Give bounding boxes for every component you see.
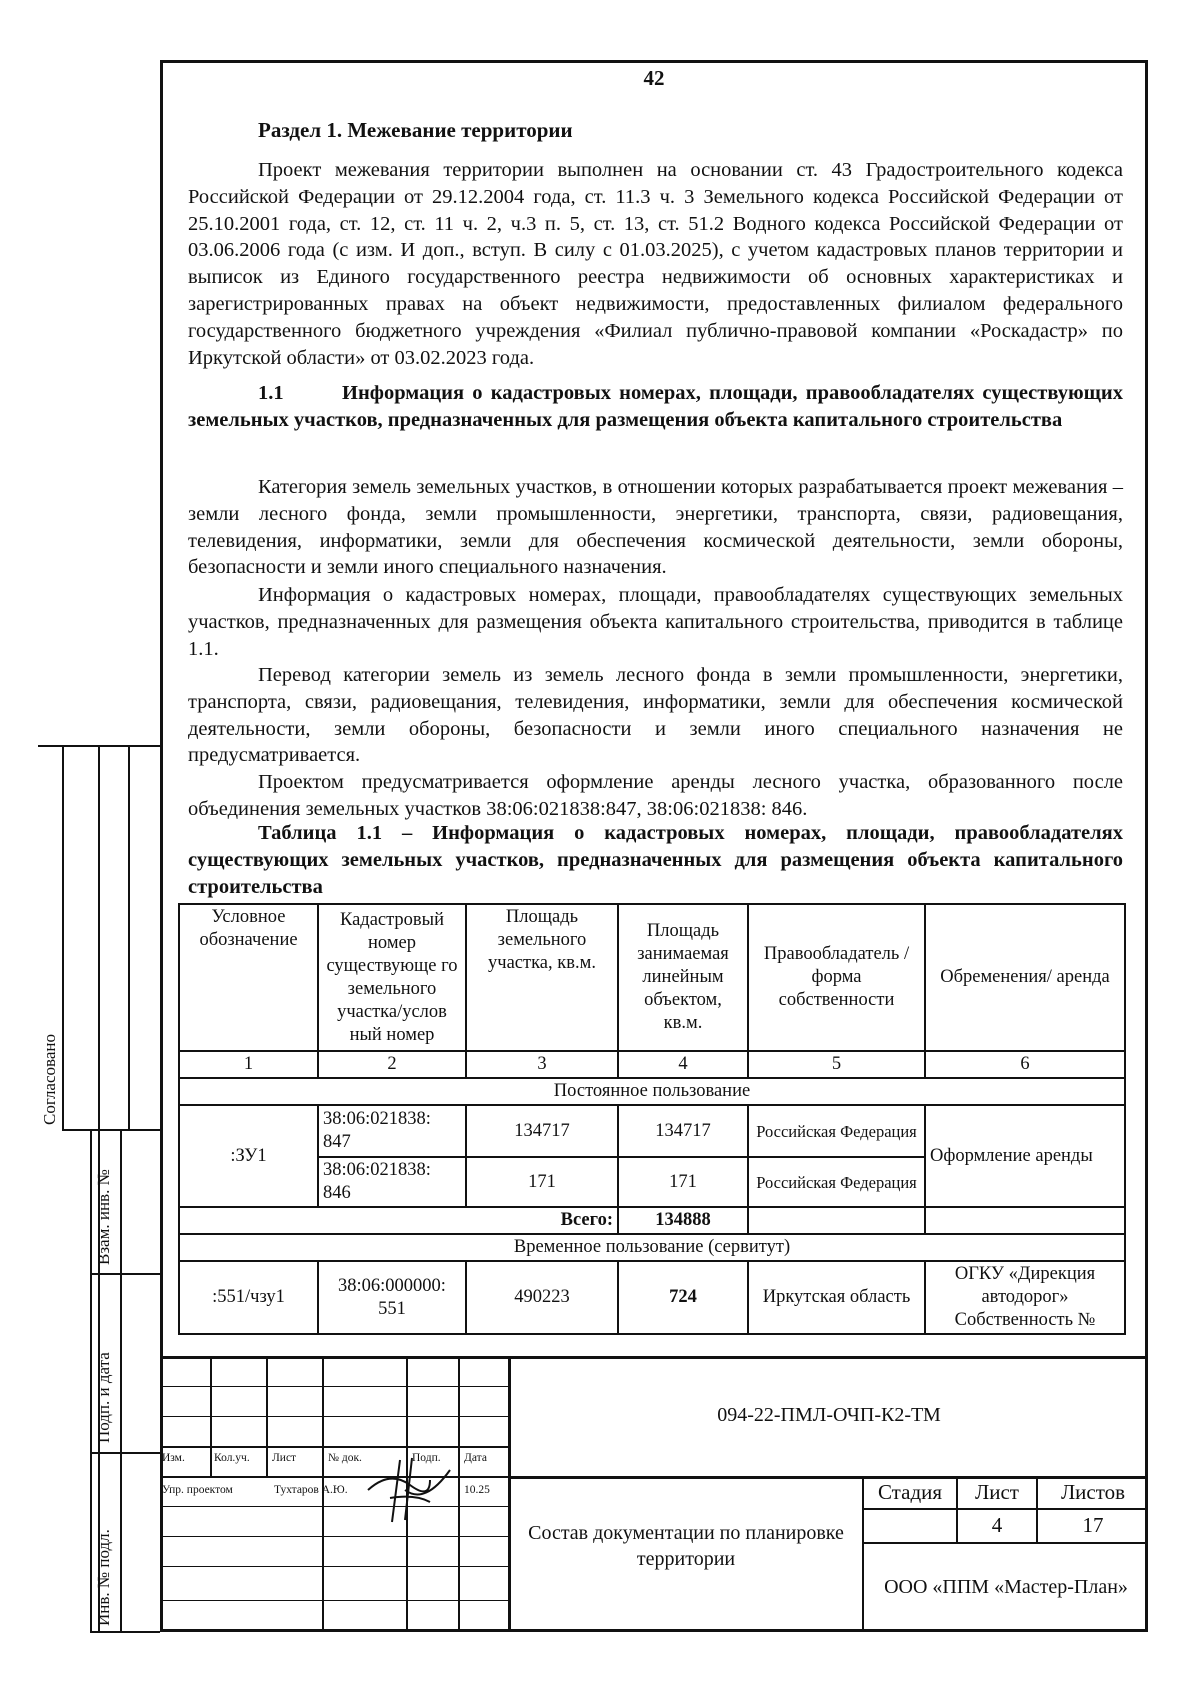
margin-label-sign-date: Подп. и дата: [94, 1352, 113, 1443]
tb-date: 10.25: [464, 1484, 490, 1496]
group-row: [179, 1078, 1125, 1105]
group-title-permanent: Постоянное пользование: [179, 1078, 1125, 1105]
column-number: 1: [179, 1051, 318, 1078]
tb-sheet-label: Лист: [975, 1480, 1019, 1504]
cadastral-cell: 38:06:021838: 847: [318, 1105, 466, 1157]
signature-icon: [360, 1450, 460, 1530]
column-number: 2: [318, 1051, 466, 1078]
total-label: Всего:: [179, 1207, 618, 1234]
tb-stage-label: Стадия: [877, 1480, 943, 1504]
paragraph-category: Категория земель земельных участков, в отношении которых разрабатывается проект межевания – земли лесного фонда, земли промышленности, энергетики, транспорта, связи, радиовещания, телевидения, информатики, земли для обеспечения космической деятельности, земли обороны, безопасности и земли иного специального назначения.: [188, 476, 1123, 579]
header-designation: Условное обозначение: [179, 904, 318, 1051]
occupied-cell: 724: [618, 1261, 748, 1334]
margin-label-agreed: Согласовано: [40, 1034, 59, 1125]
subsection-title: Информация о кадастровых номерах, площади, правообладателях существующих земельных участков, предназначенных для размещения объекта капитального строительства: [188, 382, 1123, 431]
total-row: [179, 1207, 1125, 1234]
occupied-cell: 171: [618, 1157, 748, 1207]
subsection-number: 1.1: [258, 382, 284, 404]
group-row: [179, 1234, 1125, 1261]
total-value: 134888: [618, 1207, 748, 1234]
subsection-heading: [188, 380, 1123, 434]
paragraph-lease: Проектом предусматривается оформление аренды лесного участка, образованного после объединения земельных участков 38:06:021838:847, 38:06:021838: 846.: [188, 771, 1123, 820]
area-cell: 134717: [466, 1105, 618, 1157]
tb-person: Тухтаров А.Ю.: [274, 1484, 348, 1496]
header-owner: Правообладатель / форма собственности: [748, 904, 925, 1051]
group-title-temporary: Временное пользование (сервитут): [179, 1234, 1125, 1261]
column-number: 6: [925, 1051, 1125, 1078]
tb-sheets-label: Листов: [1060, 1480, 1126, 1504]
owner-cell: Российская Федерация: [748, 1105, 925, 1157]
encumbrance-cell: ОГКУ «Дирекция автодорог» Собственность №: [925, 1261, 1125, 1334]
tb-col-count: Кол.уч.: [214, 1452, 250, 1464]
tb-role: Упр. проектом: [162, 1484, 233, 1496]
tb-col-doc: № док.: [328, 1452, 362, 1464]
tb-organization: ООО «ППМ «Мастер-План»: [884, 1576, 1128, 1598]
column-number: 4: [618, 1051, 748, 1078]
table-row: [179, 1105, 1125, 1157]
empty-cell: [748, 1207, 925, 1234]
owner-cell: Российская Федерация: [748, 1157, 925, 1207]
area-cell: 490223: [466, 1261, 618, 1334]
column-number: 3: [466, 1051, 618, 1078]
margin-label-inv-orig: Инв. № подл.: [94, 1529, 113, 1626]
designation-cell: :551/чзу1: [179, 1261, 318, 1334]
page-number: 42: [643, 66, 665, 90]
owner-cell: Иркутская область: [748, 1261, 925, 1334]
encumbrance-cell: Оформление аренды: [925, 1105, 1125, 1207]
area-cell: 171: [466, 1157, 618, 1207]
table-caption: Таблица 1.1 – Информация о кадастровых номерах, площади, правообладателях существующих земельных участков, предназначенных для размещения объекта капитального строительства: [188, 822, 1123, 898]
tb-sheets-value: 17: [1082, 1513, 1104, 1537]
tb-col-date: Дата: [464, 1452, 487, 1464]
occupied-cell: 134717: [618, 1105, 748, 1157]
designation-cell: :ЗУ1: [179, 1105, 318, 1207]
cadastral-table: [178, 903, 1126, 1335]
table-header-row: [179, 904, 1125, 1051]
empty-cell: [925, 1207, 1125, 1234]
paragraph-transfer: Перевод категории земель из земель лесного фонда в земли промышленности, энергетики, транспорта, связи, радиовещания, телевидения, информатики, земли для обеспечения космической деятельности, земли обороны, безопасности и земли иного специального назначения не предусматривается.: [188, 664, 1123, 767]
paragraph-info: Информация о кадастровых номерах, площади, правообладателях существующих земельных участков, предназначенных для размещения объекта капитального строительства, приводится в таблице 1.1.: [188, 584, 1123, 660]
section-title: Раздел 1. Межевание территории: [258, 118, 573, 142]
column-numbers-row: [179, 1051, 1125, 1078]
cadastral-cell: 38:06:021838: 846: [318, 1157, 466, 1207]
header-occupied: Площадь занимаемая линейным объектом, кв.м.: [618, 904, 748, 1051]
tb-sheet-value: 4: [991, 1513, 1003, 1537]
header-cadastral: Кадастровый номер существующе го земельного участка/услов ный номер: [318, 904, 466, 1051]
header-encumbrance: Обременения/ аренда: [925, 904, 1125, 1051]
column-number: 5: [748, 1051, 925, 1078]
tb-doc-title: Состав документации по планировке территории: [528, 1522, 844, 1570]
tb-col-change: Изм.: [162, 1452, 185, 1464]
margin-label-replaced-inv: Взам. инв. №: [94, 1169, 113, 1265]
tb-doc-code: 094-22-ПМЛ-ОЧП-К2-ТМ: [717, 1404, 941, 1426]
tb-col-sheet: Лист: [272, 1452, 297, 1464]
tb-col-sign: Подп.: [412, 1452, 441, 1464]
table-row: [179, 1261, 1125, 1334]
intro-paragraph: Проект межевания территории выполнен на основании ст. 43 Градостроительного кодекса Российской Федерации от 29.12.2004 года, ст. 11.3 ч. 3 Земельного кодекса Российской Федерации от 25.10.2001 года, ст. 12, ст. 11 ч. 2, ч.3 п. 5, ст. 13, ст. 51.2 Водного кодекса Российской Федерации от 03.06.2006 года (с изм. И доп., вступ. В силу с 01.03.2025), с учетом кадастровых планов территории и выписок из Единого государственного реестра недвижимости об основных характеристиках и зарегистрированных правах на объект недвижимости, предоставленных филиалом федерального государственного бюджетного учреждения «Филиал публично-правовой компании «Роскадастр» по Иркутской области» от 03.02.2023 года.: [188, 159, 1123, 369]
cadastral-cell: 38:06:000000: 551: [318, 1261, 466, 1334]
header-area: Площадь земельного участка, кв.м.: [466, 904, 618, 1051]
